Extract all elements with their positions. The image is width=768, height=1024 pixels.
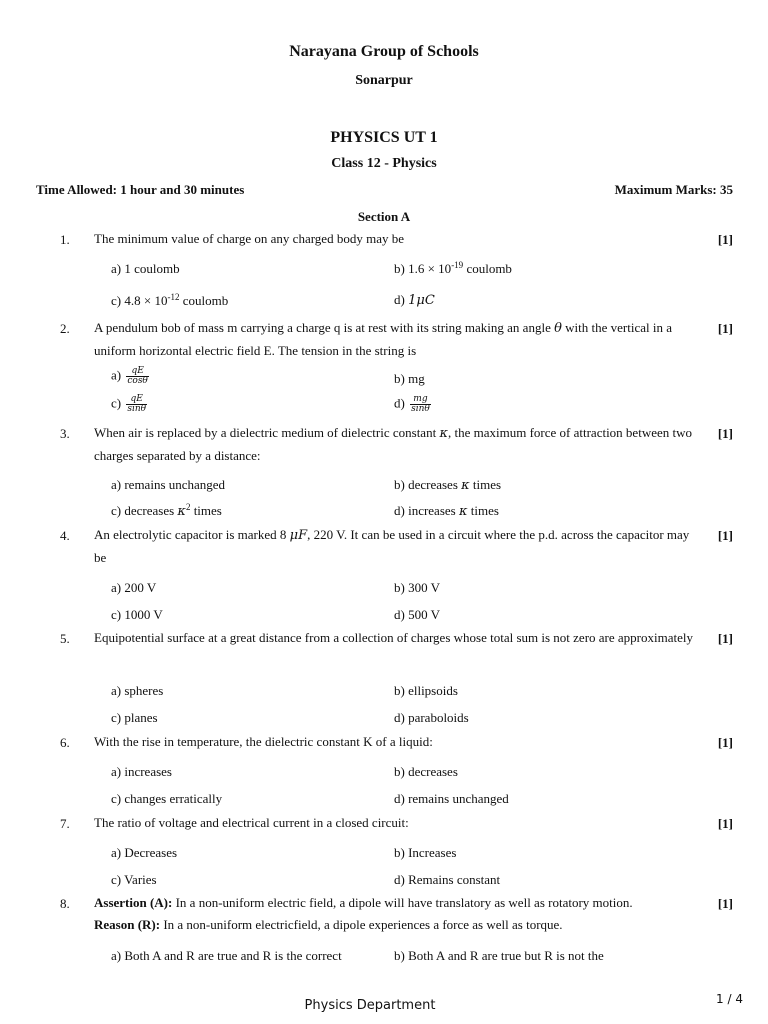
question-marks: [1] xyxy=(717,896,733,911)
question-text xyxy=(94,422,700,467)
option-b xyxy=(394,477,501,493)
exam-title: PHYSICS UT 1 xyxy=(330,129,438,146)
option-b: b) Both A and R are true but R is not the xyxy=(394,948,604,963)
kappa-symbol: κ xyxy=(461,478,470,493)
question-marks: [1] xyxy=(717,321,733,336)
branch-name: Sonarpur xyxy=(355,73,413,88)
theta-symbol: θ xyxy=(554,321,562,336)
text-part: In a non-uniform electricfield, a dipole experiences a force as well as torque. xyxy=(160,917,563,932)
option-c xyxy=(111,293,228,309)
kappa-symbol: κ xyxy=(439,426,448,441)
question-text xyxy=(94,524,700,569)
denominator: sinθ xyxy=(127,404,147,414)
unit-symbol: μF xyxy=(289,528,308,543)
option-d: d) paraboloids xyxy=(394,710,469,725)
option-value: 4.8 × 10 xyxy=(124,293,168,308)
option-b: b) decreases xyxy=(394,764,458,779)
text-part: with the vertical in a uniform horizontal electric field E. The tension in the string is xyxy=(94,320,673,358)
option-c: c) changes erratically xyxy=(111,791,223,806)
numerator: qE xyxy=(126,395,147,405)
question-marks: [1] xyxy=(717,735,733,750)
numerator: qE xyxy=(126,367,149,377)
assertion-label: Assertion (A): xyxy=(94,895,173,910)
option-a: a) 200 V xyxy=(111,580,157,595)
text-part: , 220 V. It can be used in a circuit where the p.d. across the capacitor may be xyxy=(94,527,690,565)
option-a: a) Decreases xyxy=(111,845,178,860)
question-text: The ratio of voltage and electrical current in a closed circuit: xyxy=(94,815,409,830)
option-d xyxy=(394,395,431,414)
question-number: 3. xyxy=(60,426,70,441)
option-b: b) Increases xyxy=(394,845,457,860)
denominator: cosθ xyxy=(127,376,148,386)
option-d: d) Remains constant xyxy=(394,872,501,887)
text-part: , the maximum force of attraction between two charges separated by a distance: xyxy=(94,425,692,463)
fraction xyxy=(126,395,147,414)
option-b: b) 300 V xyxy=(394,580,440,595)
question-number: 4. xyxy=(60,528,70,543)
kappa-symbol: κ xyxy=(177,504,186,519)
option-label: b) decreases xyxy=(394,477,458,492)
option-label: b) xyxy=(394,261,405,276)
reason-text xyxy=(94,914,700,936)
question-marks: [1] xyxy=(717,426,733,441)
option-a: a) Both A and R are true and R is the correct xyxy=(111,948,342,963)
page-number: 1 / 4 xyxy=(716,992,743,1006)
fraction xyxy=(410,395,431,414)
option-d xyxy=(394,292,435,308)
question-text: Equipotential surface at a great distance from a collection of charges whose total sum is not zero are approximately xyxy=(94,630,693,645)
option-value: 1μC xyxy=(408,293,435,308)
option-label: d) increases xyxy=(394,503,456,518)
question-marks: [1] xyxy=(717,631,733,646)
option-a: a) 1 coulomb xyxy=(111,261,180,276)
option-label: c) decreases xyxy=(111,503,175,518)
text-part: A pendulum bob of mass m carrying a charge q is at rest with its string making an angle xyxy=(94,320,551,335)
option-d xyxy=(394,503,499,519)
question-text: The minimum value of charge on any charged body may be xyxy=(94,231,404,246)
exponent: -12 xyxy=(167,292,180,302)
option-c: c) 1000 V xyxy=(111,607,163,622)
fraction xyxy=(126,367,149,386)
text-part: An electrolytic capacitor is marked 8 xyxy=(94,527,287,542)
question-marks: [1] xyxy=(717,528,733,543)
option-unit: times xyxy=(469,477,502,492)
question-number: 5. xyxy=(60,631,70,646)
footer-department: Physics Department xyxy=(304,998,436,1013)
option-c: c) Varies xyxy=(111,872,157,887)
option-c xyxy=(111,503,222,519)
question-number: 1. xyxy=(60,232,70,247)
option-label: c) xyxy=(111,395,122,411)
question-number: 7. xyxy=(60,816,70,831)
question-marks: [1] xyxy=(717,816,733,831)
option-c xyxy=(111,395,147,414)
denominator: sinθ xyxy=(411,404,430,414)
question-number: 2. xyxy=(60,321,70,336)
option-a xyxy=(111,367,149,386)
option-label: a) xyxy=(111,367,122,383)
option-b: b) mg xyxy=(394,371,425,386)
option-b: b) ellipsoids xyxy=(394,683,458,698)
option-a: a) remains unchanged xyxy=(111,477,226,492)
option-label: d) xyxy=(394,292,405,307)
option-value: 1.6 × 10 xyxy=(408,261,452,276)
option-unit: times xyxy=(467,503,499,518)
option-a: a) increases xyxy=(111,764,172,779)
kappa-symbol: κ xyxy=(458,504,468,519)
option-d: d) 500 V xyxy=(394,607,440,622)
reason-label: Reason (R): xyxy=(94,917,161,932)
option-unit: coulomb xyxy=(463,261,512,276)
option-label: c) xyxy=(111,293,122,308)
text-part: When air is replaced by a dielectric medium of dielectric constant xyxy=(94,425,437,440)
option-unit: coulomb xyxy=(179,293,229,308)
maximum-marks: Maximum Marks: 35 xyxy=(614,182,733,197)
numerator: mg xyxy=(410,395,431,405)
assertion-text xyxy=(94,892,700,914)
text-part: In a non-uniform electric field, a dipole will have translatory as well as rotatory motion. xyxy=(172,895,633,910)
option-a: a) spheres xyxy=(111,683,164,698)
question-text: With the rise in temperature, the dielectric constant K of a liquid: xyxy=(94,734,433,749)
question-number: 6. xyxy=(60,735,70,750)
option-unit: times xyxy=(190,503,222,518)
exponent: -19 xyxy=(451,260,464,270)
question-text xyxy=(94,317,700,362)
question-number: 8. xyxy=(60,896,70,911)
time-allowed: Time Allowed: 1 hour and 30 minutes xyxy=(36,182,245,197)
question-marks: [1] xyxy=(717,232,733,247)
school-name: Narayana Group of Schools xyxy=(289,43,479,60)
option-label: d) xyxy=(394,395,405,411)
section-title: Section A xyxy=(357,209,411,224)
option-d: d) remains unchanged xyxy=(394,791,509,806)
option-c: c) planes xyxy=(111,710,158,725)
exponent: 2 xyxy=(185,502,191,512)
class-title: Class 12 - Physics xyxy=(331,156,437,171)
option-b xyxy=(394,261,512,277)
